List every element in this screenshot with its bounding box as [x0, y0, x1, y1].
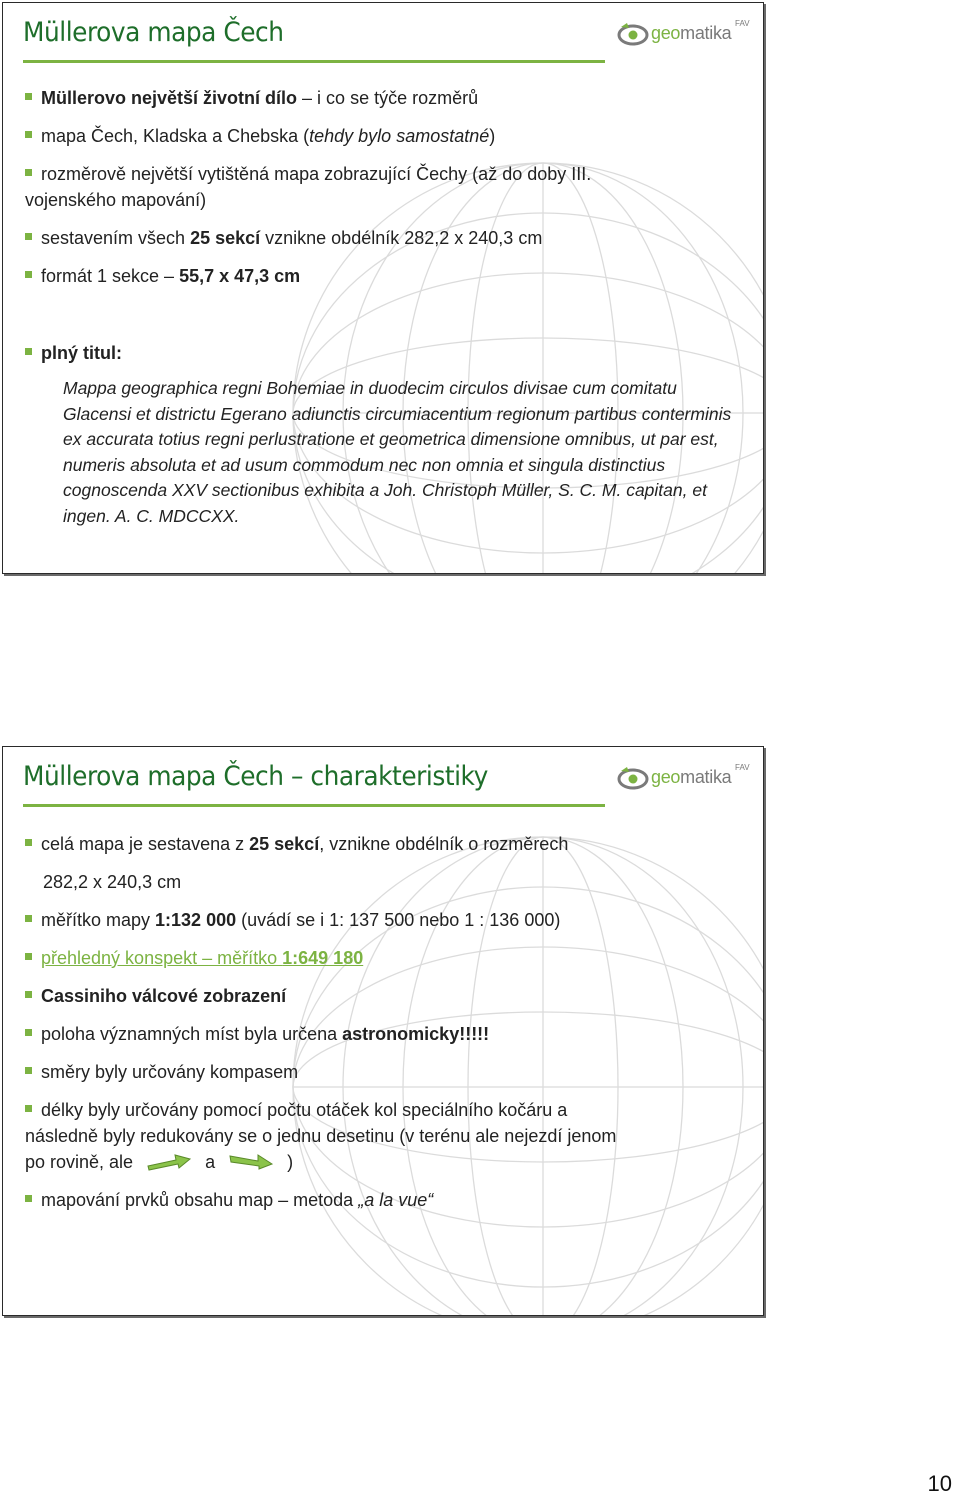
bullet-square-icon	[25, 915, 32, 922]
title-underline	[23, 60, 605, 63]
bullet-square-icon	[25, 348, 32, 355]
bullet-square-icon	[25, 839, 32, 846]
bullet-item: plný titul:	[25, 340, 122, 366]
bullet-item: Müllerovo největší životní dílo – i co se týče rozměrů	[25, 85, 478, 111]
geomatika-logo	[617, 761, 757, 795]
bullet-square-icon	[25, 169, 32, 176]
full-title-latin: Mappa geographica regni Bohemiae in duodecim circulos divisae cum comitatu Glacensi et districtu Egerano adiunctis circumiacentium regionum partibus conterminis ex accurata totius regni perlustratione et geometrica dimensione omnibus, ut par est, numeris absoluta et ad usum commodum nec non omnia et singula distinctius cognoscenda XXV sectionibus exhibita a Joh. Christoph Müller, S. C. M. capitan, et ingen. A. C. MDCCXX.	[63, 378, 732, 526]
slide-title: Müllerova mapa Čech	[23, 17, 284, 48]
slide-1	[2, 2, 764, 574]
bullet-item	[25, 945, 363, 971]
bullet-continuation: 282,2 x 240,3 cm	[43, 872, 182, 892]
logo-superscript: FAV	[735, 763, 750, 772]
title-underline	[23, 804, 605, 807]
bullet-square-icon	[25, 953, 32, 960]
bullet-square-icon	[25, 131, 32, 138]
logo-superscript: FAV	[735, 19, 750, 28]
bullet-item: mapování prvků obsahu map – metoda „a la vue“	[25, 1187, 433, 1213]
slide-2	[2, 746, 764, 1316]
bullet-item: sestavením všech 25 sekcí vznikne obdélník 282,2 x 240,3 cm	[25, 225, 542, 251]
bullet-square-icon	[25, 1029, 32, 1036]
globe-watermark	[283, 827, 764, 1316]
bullet-item: mapa Čech, Kladska a Chebska (tehdy bylo samostatné)	[25, 123, 495, 149]
bullet-item: formát 1 sekce – 55,7 x 47,3 cm	[25, 263, 300, 289]
arrow-up-right-icon	[146, 1151, 192, 1171]
bullet-continuation: po rovině, ale a )	[25, 1152, 294, 1172]
bullet-item: Cassiniho válcové zobrazení	[25, 983, 286, 1009]
logo-wordmark: geomatika	[651, 23, 732, 43]
arrow-down-right-icon	[228, 1151, 274, 1171]
slide-title: Müllerova mapa Čech – charakteristiky	[23, 761, 488, 792]
bullet-item: měřítko mapy 1:132 000 (uvádí se i 1: 137 500 nebo 1 : 136 000)	[25, 907, 560, 933]
bullet-item: délky byly určovány pomocí počtu otáček kol speciálního kočáru a	[25, 1097, 567, 1123]
logo-wordmark: geomatika	[651, 767, 732, 787]
bullet-item: rozměrově největší vytištěná mapa zobrazující Čechy (až do doby III.	[25, 161, 591, 187]
bullet-item: poloha významných míst byla určena astronomicky!!!!!	[25, 1021, 489, 1047]
logo-eye-icon	[617, 763, 651, 793]
bullet-square-icon	[25, 991, 32, 998]
bullet-square-icon	[25, 93, 32, 100]
bullet-square-icon	[25, 1067, 32, 1074]
bullet-continuation: následně byly redukovány se o jednu desetinu (v terénu ale nejezdí jenom	[25, 1126, 617, 1146]
bullet-square-icon	[25, 1195, 32, 1202]
bullet-item: směry byly určovány kompasem	[25, 1059, 298, 1085]
geomatika-logo	[617, 17, 757, 51]
page-number: 10	[927, 1471, 952, 1496]
bullet-continuation: vojenského mapování)	[25, 190, 207, 210]
bullet-square-icon	[25, 233, 32, 240]
bullet-square-icon	[25, 271, 32, 278]
konspekt-link[interactable]: přehledný konspekt – měřítko 1:649 180	[41, 948, 364, 968]
bullet-item: celá mapa je sestavena z 25 sekcí, vznikne obdélník o rozměrech	[25, 831, 568, 857]
bullet-square-icon	[25, 1105, 32, 1112]
logo-eye-icon	[617, 19, 651, 49]
